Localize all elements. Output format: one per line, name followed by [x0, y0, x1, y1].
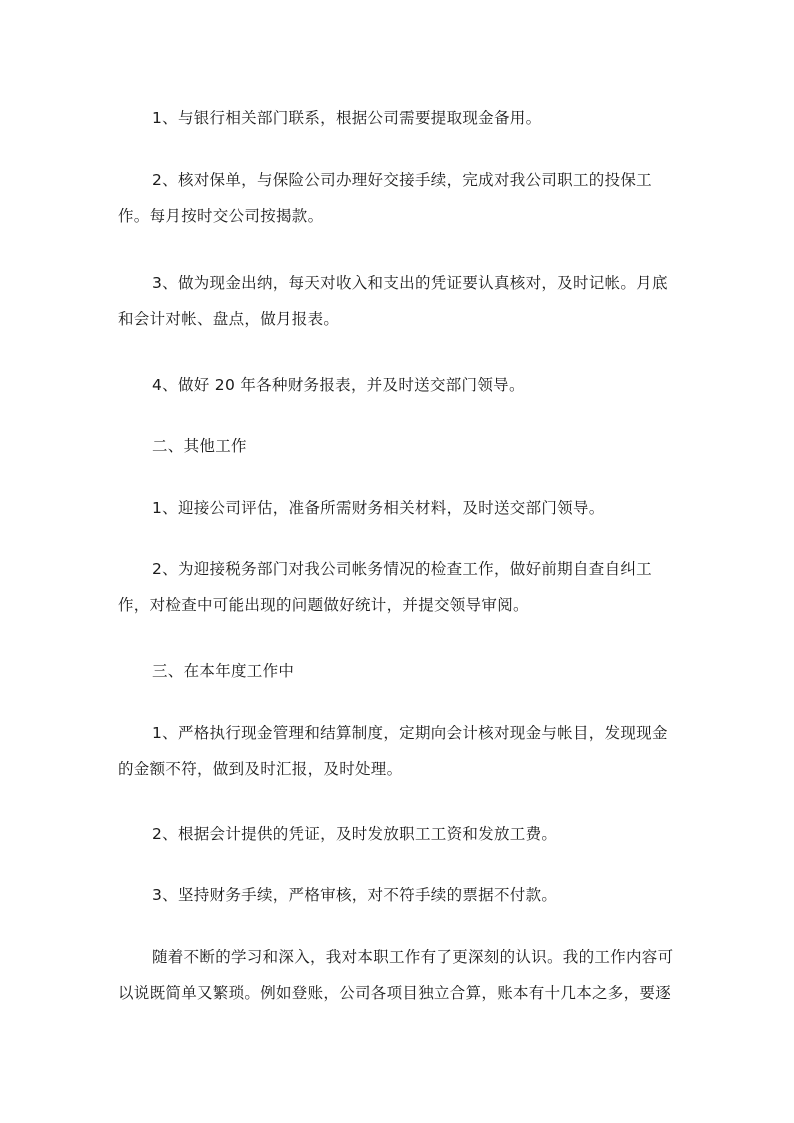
paragraph-10: 随着不断的学习和深入，我对本职工作有了更深刻的认识。我的工作内容可以说既简单又繁琐。例如登账，公司各项目独立合算，账本有十几本之多，要逐	[118, 948, 674, 1002]
paragraph-8: 2、根据会计提供的凭证，及时发放职工工资和发放工费。	[152, 825, 558, 843]
paragraph-2: 2、核对保单，与保险公司办理好交接手续，完成对我公司职工的投保工作。每月按时交公司按揭款。	[118, 171, 652, 225]
paragraph-4: 4、做好 20 年各种财务报表，并及时送交部门领导。	[152, 376, 525, 394]
paragraph-1: 1、与银行相关部门联系，根据公司需要提取现金备用。	[152, 109, 542, 127]
paragraph-5: 1、迎接公司评估，准备所需财务相关材料，及时送交部门领导。	[152, 499, 605, 517]
paragraph-7: 1、严格执行现金管理和结算制度，定期向会计核对现金与帐目，发现现金的金额不符，做到及时汇报，及时处理。	[118, 724, 668, 778]
paragraph-3: 3、做为现金出纳，每天对收入和支出的凭证要认真核对，及时记帐。月底和会计对帐、盘点，做月报表。	[118, 274, 668, 328]
section-heading-other-work: 二、其他工作	[152, 437, 247, 455]
paragraph-9: 3、坚持财务手续，严格审核，对不符手续的票据不付款。	[152, 886, 558, 904]
paragraph-6: 2、为迎接税务部门对我公司帐务情况的检查工作，做好前期自查自纠工作，对检查中可能出现的问题做好统计，并提交领导审阅。	[118, 560, 652, 614]
section-heading-this-year: 三、在本年度工作中	[152, 662, 295, 680]
